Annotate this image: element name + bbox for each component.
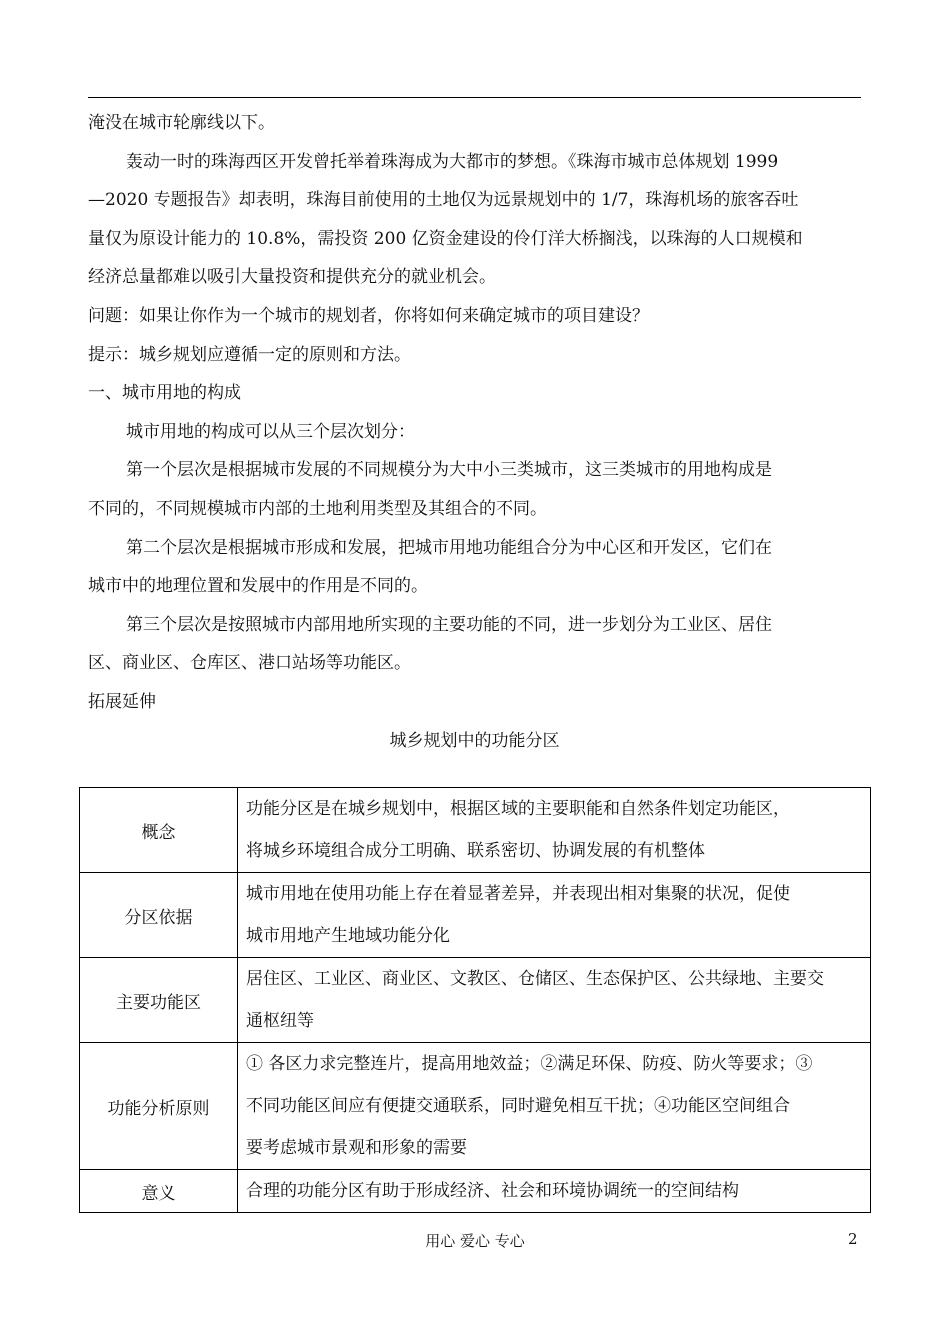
row-description bbox=[238, 958, 871, 1043]
text-line: 城市用地的构成可以从三个层次划分： bbox=[126, 421, 415, 442]
page-number: 2 bbox=[848, 1230, 858, 1248]
text-line: 轰动一时的珠海西区开发曾托举着珠海成为大都市的梦想。《珠海市城市总体规划 1999 bbox=[126, 151, 779, 172]
text-line: 第三个层次是按照城市内部用地所实现的主要功能的不同，进一步划分为工业区、居住 bbox=[126, 614, 772, 635]
table-row bbox=[80, 873, 871, 958]
paragraph-p8 bbox=[88, 606, 861, 683]
paragraph-p1 bbox=[88, 143, 861, 297]
text-line: 淹没在城市轮廓线以下。 bbox=[88, 113, 275, 133]
text-line: 问题：如果让你作为一个城市的规划者，你将如何来确定城市的项目建设？ bbox=[88, 305, 649, 326]
header-rule bbox=[88, 97, 861, 98]
paragraph-p4 bbox=[88, 374, 861, 413]
description-line: 合理的功能分区有助于形成经济、社会和环境协调统一的空间结构 bbox=[246, 1181, 739, 1201]
paragraph-p5 bbox=[88, 413, 861, 452]
description-line: 城市用地产生地域功能分化 bbox=[246, 926, 450, 946]
row-label: 分区依据 bbox=[80, 873, 238, 958]
row-description bbox=[238, 1170, 871, 1213]
body-text bbox=[88, 104, 861, 760]
row-label: 功能分析原则 bbox=[80, 1043, 238, 1170]
footer-motto: 用心 爱心 专心 bbox=[425, 1232, 525, 1250]
paragraph-p7 bbox=[88, 529, 861, 606]
text-line: 提示：城乡规划应遵循一定的原则和方法。 bbox=[88, 344, 411, 365]
description-line: ① 各区力求完整连片，提高用地效益；②满足环保、防疫、防火等要求；③ bbox=[246, 1054, 813, 1074]
table-row bbox=[80, 958, 871, 1043]
row-description bbox=[238, 788, 871, 873]
description-line: 居住区、工业区、商业区、文教区、仓储区、生态保护区、公共绿地、主要交 bbox=[246, 969, 824, 989]
table-row bbox=[80, 1043, 871, 1170]
text-line: 区、商业区、仓库区、港口站场等功能区。 bbox=[88, 653, 411, 674]
text-line: 量仅为原设计能力的 10.8%，需投资 200 亿资金建设的伶仃洋大桥搁浅，以珠海的人口规模和 bbox=[88, 228, 803, 249]
description-line: 城市用地在使用功能上存在着显著差异，并表现出相对集聚的状况，促使 bbox=[246, 884, 790, 904]
text-line: 第一个层次是根据城市发展的不同规模分为大中小三类城市，这三类城市的用地构成是 bbox=[126, 460, 772, 481]
row-label: 概念 bbox=[80, 788, 238, 873]
description-line: 通枢纽等 bbox=[246, 1011, 314, 1031]
text-line: —2020 专题报告》却表明，珠海目前使用的土地仅为远景规划中的 1/7，珠海机场的旅客吞吐 bbox=[88, 190, 799, 211]
description-line: 将城乡环境组合成分工明确、联系密切、协调发展的有机整体 bbox=[246, 841, 705, 861]
functional-zoning-table bbox=[79, 787, 871, 1213]
text-line: 第二个层次是根据城市形成和发展，把城市用地功能组合分为中心区和开发区，它们在 bbox=[126, 537, 772, 558]
text-line: 拓展延伸 bbox=[88, 691, 156, 712]
description-line: 功能分区是在城乡规划中，根据区域的主要职能和自然条件划定功能区， bbox=[246, 799, 790, 819]
table-row bbox=[80, 788, 871, 873]
paragraph-p3 bbox=[88, 336, 861, 375]
row-description bbox=[238, 873, 871, 958]
description-line: 不同功能区间应有便捷交通联系，同时避免相互干扰；④功能区空间组合 bbox=[246, 1096, 790, 1116]
row-label: 主要功能区 bbox=[80, 958, 238, 1043]
description-line: 要考虑城市景观和形象的需要 bbox=[246, 1138, 467, 1158]
text-line: 经济总量都难以吸引大量投资和提供充分的就业机会。 bbox=[88, 267, 496, 288]
paragraph-p0 bbox=[88, 104, 861, 143]
text-line: 不同的，不同规模城市内部的土地利用类型及其组合的不同。 bbox=[88, 498, 547, 519]
table-row bbox=[80, 1170, 871, 1213]
row-label: 意义 bbox=[80, 1170, 238, 1213]
table-title: 城乡规划中的功能分区 bbox=[389, 730, 560, 751]
text-line: 一、城市用地的构成 bbox=[88, 383, 241, 404]
paragraph-p6 bbox=[88, 451, 861, 528]
row-description bbox=[238, 1043, 871, 1170]
text-line: 城市中的地理位置和发展中的作用是不同的。 bbox=[88, 576, 428, 597]
paragraph-p9 bbox=[88, 683, 861, 722]
paragraph-p2 bbox=[88, 297, 861, 336]
